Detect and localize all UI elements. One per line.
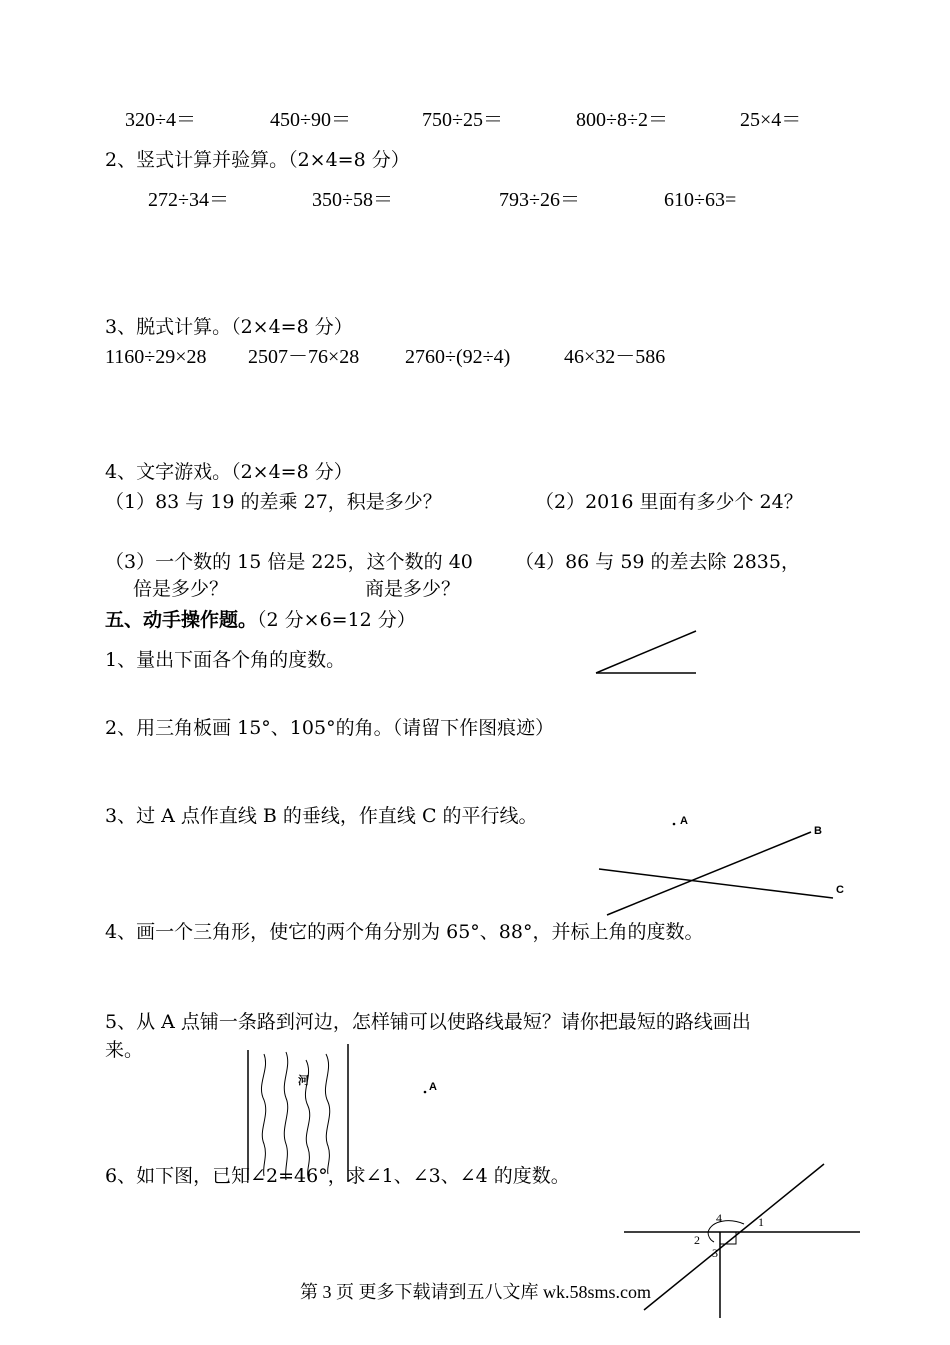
point-a-label-river: A — [429, 1081, 437, 1093]
q2-item-1: 272÷34＝ — [148, 189, 229, 211]
q2-item-3: 793÷26＝ — [499, 189, 580, 211]
op-2: 2、用三角板画 15°、105°的角。（请留下作图痕迹） — [105, 717, 555, 739]
river-wave-4 — [325, 1054, 329, 1174]
river-figure — [240, 1040, 440, 1185]
q2-title: 2、竖式计算并验算。（2×4=8 分） — [105, 149, 410, 171]
q3-item-3: 2760÷(92÷4) — [405, 346, 511, 368]
q3-title: 3、脱式计算。（2×4=8 分） — [105, 316, 353, 338]
q4-part-2: （2）2016 里面有多少个 24？ — [535, 491, 803, 513]
q4-part-1: （1）83 与 19 的差乘 27，积是多少？ — [105, 491, 442, 513]
q4-part-3-line-2: 倍是多少？ — [133, 578, 229, 600]
lines-figure — [595, 812, 855, 922]
line-c — [599, 869, 833, 898]
oral-item-5: 25×4＝ — [740, 109, 802, 131]
q3-item-1: 1160÷29×28 — [105, 346, 207, 368]
oral-item-2: 450÷90＝ — [270, 109, 351, 131]
point-a-dot — [673, 823, 676, 826]
q2-item-2: 350÷58＝ — [312, 189, 393, 211]
section-5-score: （2 分×6=12 分） — [257, 609, 416, 631]
q4-part-3-line-1: （3）一个数的 15 倍是 225，这个数的 40 — [105, 551, 473, 573]
section-5-title: 五、动手操作题。 — [105, 609, 258, 631]
oral-item-4: 800÷8÷2＝ — [576, 109, 668, 131]
line-c-label: C — [836, 884, 844, 896]
river-label: 河 — [298, 1074, 309, 1087]
q4-part-4-line-1: （4）86 与 59 的差去除 2835， — [515, 551, 800, 573]
op-5-line-2: 来。 — [105, 1039, 144, 1061]
angle-4-label: 4 — [716, 1211, 722, 1225]
angle-3-label: 3 — [712, 1246, 718, 1260]
q4-part-4-line-2: 商是多少？ — [365, 578, 461, 600]
q3-item-2: 2507－76×28 — [248, 346, 360, 368]
op-5-line-1: 5、从 A 点铺一条路到河边，怎样铺可以使路线最短？请你把最短的路线画出 — [105, 1011, 751, 1033]
angle-1-label: 1 — [758, 1215, 764, 1229]
point-a-label: A — [680, 815, 688, 827]
angles-figure — [620, 1160, 865, 1320]
river-wave-2 — [284, 1052, 287, 1180]
oral-item-1: 320÷4＝ — [125, 109, 196, 131]
op-3: 3、过 A 点作直线 B 的垂线，作直线 C 的平行线。 — [105, 805, 538, 827]
oral-item-3: 750÷25＝ — [422, 109, 503, 131]
slanted-line — [644, 1164, 824, 1310]
section-5-heading — [105, 608, 416, 632]
op-6: 6、如下图，已知∠2=46°，求∠1、∠3、∠4 的度数。 — [105, 1165, 570, 1187]
page-footer: 第 3 页 更多下载请到五八文库 wk.58sms.com — [300, 1282, 651, 1302]
line-b-label: B — [814, 825, 822, 837]
op-4: 4、画一个三角形，使它的两个角分别为 65°、88°，并标上角的度数。 — [105, 921, 704, 943]
angle-4-arc — [708, 1221, 744, 1232]
angle-2-label: 2 — [694, 1233, 700, 1247]
op-1: 1、量出下面各个角的度数。 — [105, 649, 346, 671]
angle-ray-line — [596, 631, 696, 673]
river-wave-1 — [261, 1054, 265, 1176]
angle-2-arc — [708, 1232, 714, 1242]
q4-title: 4、文字游戏。（2×4=8 分） — [105, 461, 353, 483]
q3-item-4: 46×32－586 — [564, 346, 666, 368]
angle-figure — [590, 625, 700, 680]
q2-item-4: 610÷63= — [664, 189, 737, 211]
point-a-dot-river — [424, 1091, 427, 1094]
